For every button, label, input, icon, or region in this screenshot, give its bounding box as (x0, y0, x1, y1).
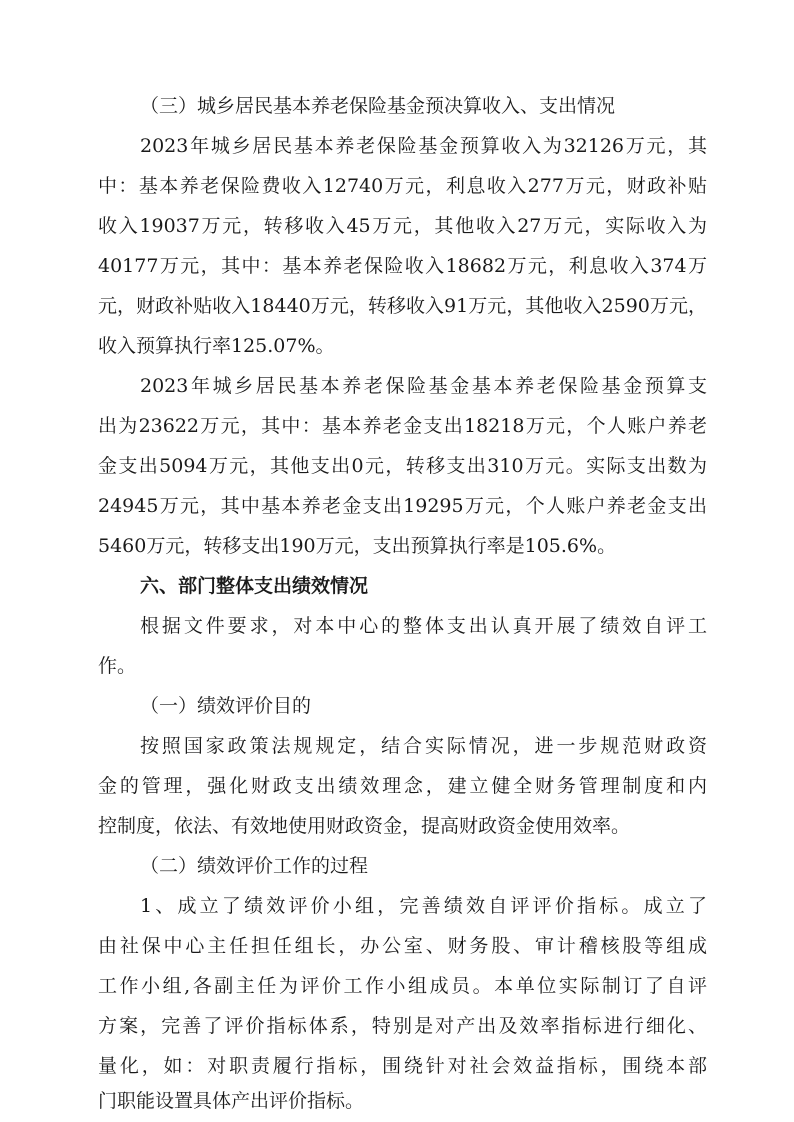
paragraph-revenue (0, 329, 794, 363)
text-line: 2023年城乡居民基本养老保险基金基本养老保险基金预算支 (140, 375, 707, 397)
text-line: 1、成立了绩效评价小组，完善绩效自评评价指标。成立了 (140, 895, 707, 917)
paragraph-process (0, 929, 794, 963)
paragraph-process (0, 1084, 794, 1118)
text-line: 根据文件要求，对本中心的整体支出认真开展了绩效自评工 (140, 615, 707, 637)
paragraph-process (0, 1009, 794, 1043)
text-line: 作。 (98, 655, 137, 677)
text-line: 40177万元，其中：基本养老保险收入18682万元，利息收入374万 (98, 255, 707, 277)
paragraph-process (0, 969, 794, 1003)
text-line: 中：基本养老保险费收入12740万元，利息收入277万元，财政补贴 (98, 175, 707, 197)
text-line: （一）绩效评价目的 (140, 695, 312, 717)
text-line: 5460万元，转移支出190万元，支出预算执行率是105.6%。 (98, 535, 617, 557)
text-line: 出为23622万元，其中：基本养老金支出18218万元，个人账户养老 (98, 415, 707, 437)
paragraph-expenditure (0, 529, 794, 563)
text-line: 工作小组,各副主任为评价工作小组成员。本单位实际制订了自评 (98, 975, 707, 997)
section-heading-fund (0, 89, 794, 123)
text-line: 按照国家政策法规规定，结合实际情况，进一步规范财政资 (140, 735, 707, 757)
text-line: 金的管理，强化财政支出绩效理念，建立健全财务管理制度和内 (98, 775, 707, 797)
text-line: （二）绩效评价工作的过程 (140, 855, 369, 877)
paragraph-revenue (0, 289, 794, 323)
text-line: 24945万元，其中基本养老金支出19295万元，个人账户养老金支出 (98, 495, 707, 517)
paragraph-revenue (0, 169, 794, 203)
text-line: 量化，如：对职责履行指标，围绕针对社会效益指标，围绕本部 (98, 1055, 707, 1077)
paragraph-revenue (0, 129, 794, 163)
paragraph-process (0, 1049, 794, 1083)
text-line: 由社保中心主任担任组长，办公室、财务股、审计稽核股等组成 (98, 935, 707, 957)
text-line: 控制度，依法、有效地使用财政资金，提高财政资金使用效率。 (98, 815, 631, 837)
section-heading-performance (0, 569, 794, 603)
paragraph-purpose (0, 769, 794, 803)
paragraph-purpose (0, 729, 794, 763)
text-line: 金支出5094万元，其他支出0元，转移支出310万元。实际支出数为 (98, 455, 707, 477)
paragraph-revenue (0, 249, 794, 283)
paragraph-purpose (0, 809, 794, 843)
subheading-process (0, 849, 794, 883)
text-line: 方案，完善了评价指标体系，特别是对产出及效率指标进行细化、 (98, 1015, 707, 1037)
subheading-purpose (0, 689, 794, 723)
paragraph-expenditure (0, 489, 794, 523)
paragraph-intro (0, 609, 794, 643)
text-line: 元，财政补贴收入18440万元，转移收入91万元，其他收入2590万元， (98, 295, 707, 317)
paragraph-intro (0, 649, 794, 683)
paragraph-expenditure (0, 369, 794, 403)
text-line: （三）城乡居民基本养老保险基金预决算收入、支出情况 (140, 95, 616, 117)
paragraph-expenditure (0, 449, 794, 483)
paragraph-revenue (0, 209, 794, 243)
text-line: 2023年城乡居民基本养老保险基金预算收入为32126万元，其 (140, 135, 707, 157)
text-line: 收入19037万元，转移收入45万元，其他收入27万元，实际收入为 (98, 215, 707, 237)
text-line: 收入预算执行率125.07%。 (98, 335, 335, 357)
text-line: 六、部门整体支出绩效情况 (140, 575, 369, 597)
paragraph-expenditure (0, 409, 794, 443)
text-line: 门职能设置具体产出评价指标。 (98, 1090, 365, 1112)
paragraph-process (0, 889, 794, 923)
